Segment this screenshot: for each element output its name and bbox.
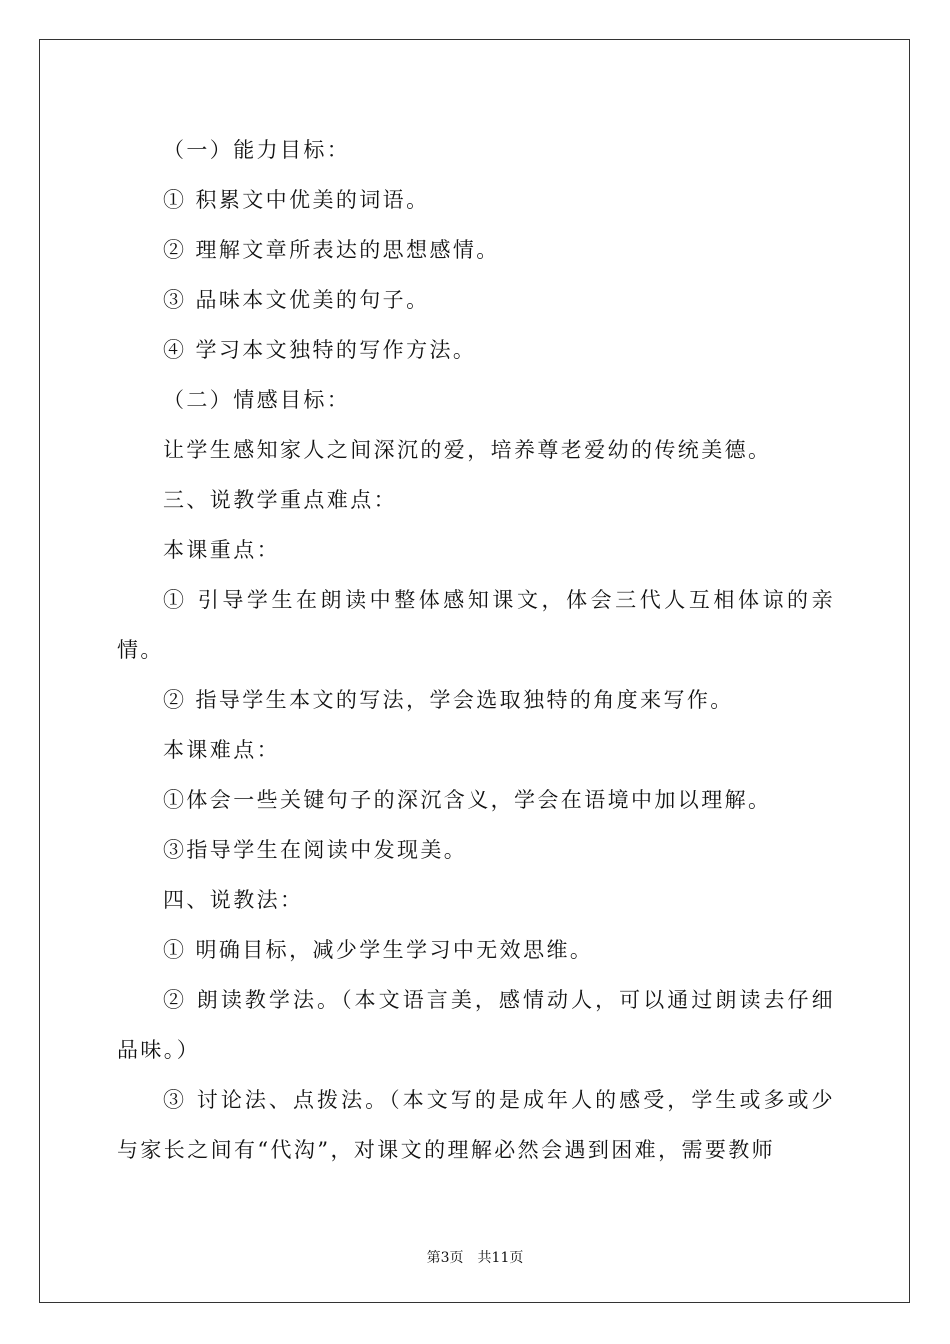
list-item: ① 明确目标，减少学生学习中无效思维。 bbox=[163, 938, 594, 962]
list-item: ①体会一些关键句子的深沉含义，学会在语境中加以理解。 bbox=[163, 788, 772, 812]
list-item: ① 积累文中优美的词语。 bbox=[163, 188, 430, 212]
list-item: ③ 讨论法、点拨法。（本文写的是成年人的感受，学生或多或少与家长之间有“代沟”，对课文的理解必然会遇到困难，需要教师 bbox=[117, 1088, 835, 1162]
list-item: ③指导学生在阅读中发现美。 bbox=[163, 838, 468, 862]
heading-emotion-goals: （二）情感目标： bbox=[163, 388, 351, 412]
subheading-key-points: 本课重点： bbox=[163, 538, 280, 562]
section-heading-teaching-methods: 四、说教法： bbox=[163, 888, 304, 912]
list-item: ② 理解文章所表达的思想感情。 bbox=[163, 238, 500, 262]
subheading-difficulties: 本课难点： bbox=[163, 738, 280, 762]
list-item: ① 引导学生在朗读中整体感知课文，体会三代人互相体谅的亲情。 bbox=[117, 588, 835, 662]
list-item: ② 朗读教学法。（本文语言美，感情动人，可以通过朗读去仔细品味。） bbox=[117, 988, 835, 1062]
list-item: ③ 品味本文优美的句子。 bbox=[163, 288, 430, 312]
page-number: 第3页 bbox=[426, 1250, 464, 1266]
page-total: 共11页 bbox=[477, 1250, 524, 1266]
heading-ability-goals: （一）能力目标： bbox=[163, 138, 351, 162]
page-footer bbox=[0, 1247, 950, 1267]
section-heading-key-points: 三、说教学重点难点： bbox=[163, 488, 397, 512]
document-body bbox=[117, 125, 835, 1175]
paragraph: 让学生感知家人之间深沉的爱，培养尊老爱幼的传统美德。 bbox=[163, 438, 772, 462]
list-item: ② 指导学生本文的写法，学会选取独特的角度来写作。 bbox=[163, 688, 734, 712]
list-item: ④ 学习本文独特的写作方法。 bbox=[163, 338, 477, 362]
